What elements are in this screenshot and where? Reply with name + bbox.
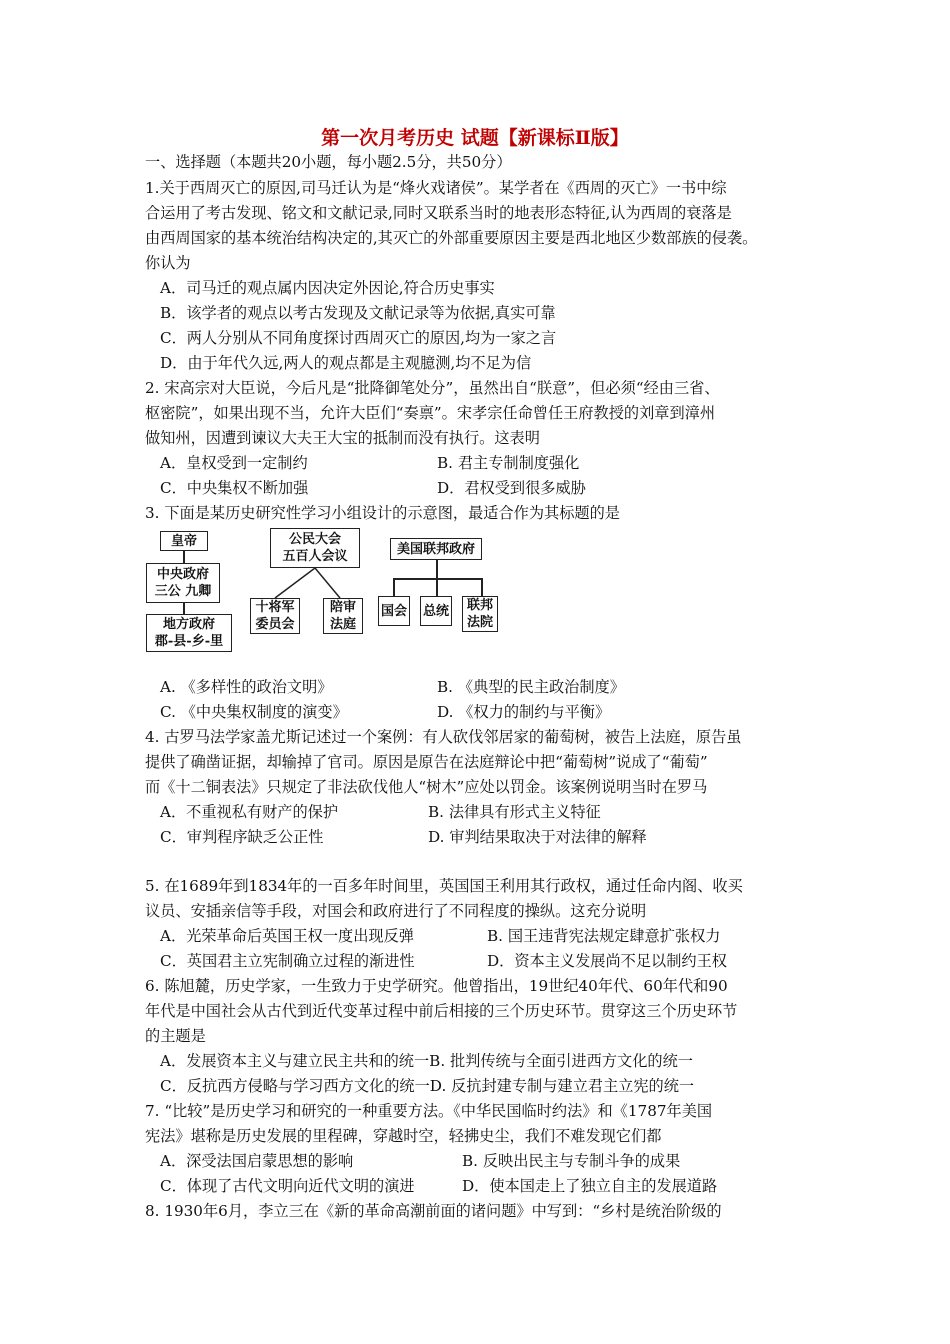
question-2-line: 2. 宋高宗对大臣说，今后凡是“批降御笔处分”，虽然出自“朕意”，但必须“经由三省、 (145, 379, 720, 397)
question-3-option-c: C. 《中央集权制度的演变》 (160, 703, 348, 721)
diagram-connector (481, 578, 483, 596)
question-4-line: 而《十二铜表法》只规定了非法砍伐他人“树木”应处以罚金。该案例说明当时在罗马 (145, 778, 708, 796)
question-4-option-d: D. 审判结果取决于对法律的解释 (428, 828, 647, 846)
question-2-option-a: A．皇权受到一定制约 (160, 454, 308, 472)
question-7-option-c: C．体现了古代文明向近代文明的演进 (160, 1177, 415, 1195)
question-1-option-b: B．该学者的观点以考古发现及文献记录等为依据,真实可靠 (160, 304, 556, 322)
question-5-option-a: A．光荣革命后英国王权一度出现反弹 (160, 927, 414, 945)
question-1-line: 你认为 (145, 254, 191, 272)
question-6-line: 6. 陈旭麓，历史学家，一生致力于史学研究。他曾指出，19世纪40年代、60年代和90 (145, 977, 728, 995)
diagram-connector (393, 578, 482, 580)
diagram-connector (183, 551, 185, 563)
diagram-box-congress: 国会 (378, 596, 410, 626)
question-1-option-a: A．司马迁的观点属内因决定外因论,符合历史事实 (160, 279, 495, 297)
question-1-option-d: D．由于年代久远,两人的观点都是主观臆测,均不足为信 (160, 354, 532, 372)
question-4-line: 4. 古罗马法学家盖尤斯记述过一个案例：有人砍伐邻居家的葡萄树，被告上法庭，原告虽 (145, 728, 742, 746)
diagram-connector (436, 560, 438, 578)
diagram-connector (393, 578, 395, 596)
question-3-option-a: A. 《多样性的政治文明》 (160, 678, 333, 696)
question-5-line: 议员、安插亲信等手段，对国会和政府进行了不同程度的操纵。这充分说明 (145, 902, 647, 920)
diagram-box-us-federal-government: 美国联邦政府 (390, 538, 482, 560)
diagram-connector (183, 603, 185, 614)
page-title: 第一次月考历史 试题【新课标Ⅱ版】 (321, 127, 629, 149)
diagram-box-jury-court: 陪审 法庭 (323, 598, 363, 634)
diagram-box-citizens-assembly: 公民大会 五百人会议 (270, 528, 360, 568)
question-7-option-d: D．使本国走上了独立自主的发展道路 (462, 1177, 718, 1195)
diagram-box-federal-court: 联邦 法院 (462, 596, 498, 632)
question-4-option-b: B. 法律具有形式主义特征 (428, 803, 601, 821)
question-4-option-c: C．审判程序缺乏公正性 (160, 828, 324, 846)
question-8-line: 8. 1930年6月，李立三在《新的革命高潮前面的诸问题》中写到：“乡村是统治阶级的 (145, 1202, 722, 1220)
diagram-box-president: 总统 (420, 596, 452, 626)
question-3-option-d: D. 《权力的制约与平衡》 (437, 703, 611, 721)
question-2-option-d: D．君权受到很多威胁 (437, 479, 586, 497)
question-6-line: 的主题是 (145, 1027, 206, 1045)
question-1-line: 由西周国家的基本统治结构决定的,其灭亡的外部重要原因主要是西北地区少数部族的侵袭。 (145, 229, 758, 247)
diagram-connector-lines (240, 568, 370, 600)
diagram-box-emperor: 皇帝 (160, 531, 208, 551)
diagram-connector (436, 578, 438, 596)
diagram-box-ten-generals: 十将军 委员会 (250, 598, 300, 634)
question-1-line: 1.关于西周灭亡的原因,司马迁认为是“烽火戏诸侯”。某学者在《西周的灭亡》一书中综 (145, 179, 727, 197)
diagram-box-central-government: 中央政府 三公 九卿 (146, 563, 220, 603)
question-1-line: 合运用了考古发现、铭文和文献记录,同时又联系当时的地表形态特征,认为西周的衰落是 (145, 204, 732, 222)
question-2-line: 做知州，因遭到谏议大夫王大宝的抵制而没有执行。这表明 (145, 429, 540, 447)
question-5-option-c: C．英国君主立宪制确立过程的渐进性 (160, 952, 415, 970)
diagram-box-local-government: 地方政府 郡-县-乡-里 (146, 614, 232, 652)
question-2-line: 枢密院”，如果出现不当，允许大臣们“奏禀”。宋孝宗任命曾任王府教授的刘章到漳州 (145, 404, 716, 422)
question-5-line: 5. 在1689年到1834年的一百多年时间里，英国国王利用其行政权，通过任命内阁、收买 (145, 877, 743, 895)
question-7-option-a: A．深受法国启蒙思想的影响 (160, 1152, 354, 1170)
question-2-option-c: C．中央集权不断加强 (160, 479, 309, 497)
question-1-option-c: C．两人分别从不同角度探讨西周灭亡的原因,均为一家之言 (160, 329, 557, 347)
question-6-line: 年代是中国社会从古代到近代变革过程中前后相接的三个历史环节。贯穿这三个历史环节 (145, 1002, 738, 1020)
question-3-option-b: B. 《典型的民主政治制度》 (437, 678, 625, 696)
question-5-option-d: D．资本主义发展尚不足以制约王权 (487, 952, 727, 970)
question-3-stem: 3. 下面是某历史研究性学习小组设计的示意图，最适合作为其标题的是 (145, 504, 620, 522)
question-7-line: 7. “比较”是历史学习和研究的一种重要方法。《中华民国临时约法》和《1787年美国 (145, 1102, 713, 1120)
question-4-option-a: A．不重视私有财产的保护 (160, 803, 339, 821)
question-6-options-cd: C．反抗西方侵略与学习西方文化的统一D. 反抗封建专制与建立君主立宪的统一 (160, 1077, 695, 1095)
question-7-line: 宪法》堪称是历史发展的里程碑，穿越时空，轻拂史尘，我们不难发现它们都 (145, 1127, 662, 1145)
question-2-option-b: B. 君主专制制度强化 (437, 454, 580, 472)
question-7-option-b: B. 反映出民主与专制斗争的成果 (462, 1152, 681, 1170)
question-6-options-ab: A．发展资本主义与建立民主共和的统一B. 批判传统与全面引进西方文化的统一 (160, 1052, 693, 1070)
section-heading: 一、选择题（本题共20小题，每小题2.5分，共50分） (145, 153, 512, 171)
question-4-line: 提供了确凿证据，却输掉了官司。原因是原告在法庭辩论中把“葡萄树”说成了“葡萄” (145, 753, 708, 771)
question-5-option-b: B. 国王违背宪法规定肆意扩张权力 (487, 927, 721, 945)
